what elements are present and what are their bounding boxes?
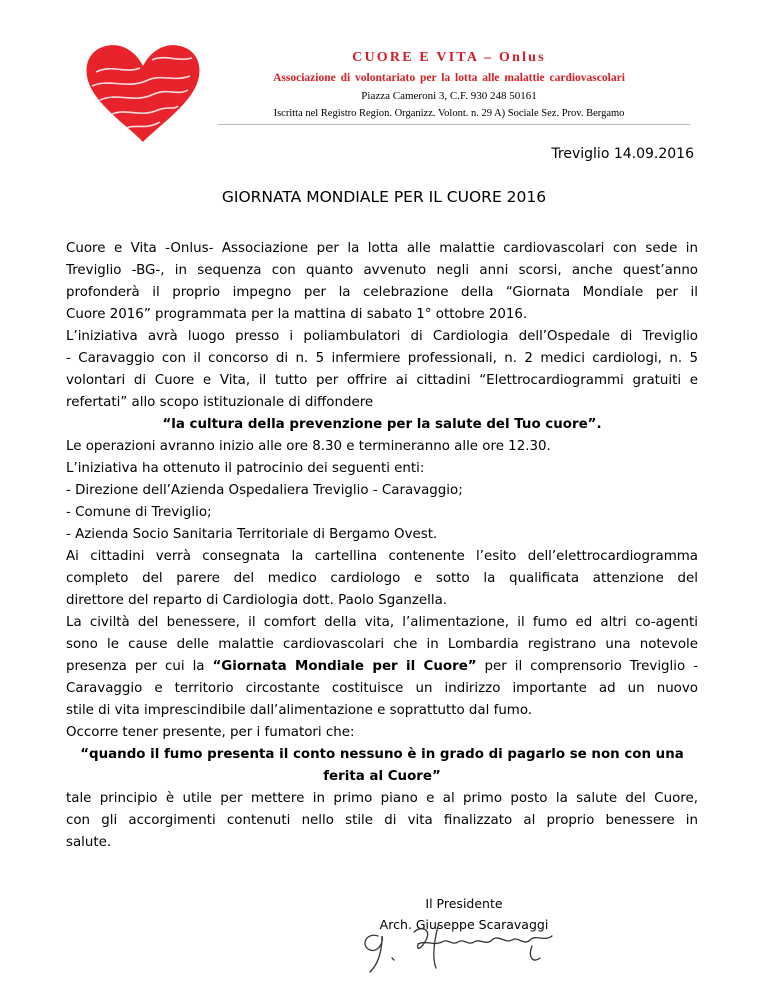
body-line: Treviglio -BG-, in sequenza con quanto avvenuto negli anni scorsi, anche quest’anno [66, 263, 698, 278]
body-line: - Azienda Socio Sanitaria Territoriale di Bergamo Ovest. [66, 527, 438, 542]
body-line: profonderà il proprio impegno per la celebrazione della “Giornata Mondiale per il [66, 285, 698, 300]
bold-phrase: “Giornata Mondiale per il Cuore” [212, 659, 477, 674]
body-line: “la cultura della prevenzione per la salute del Tuo cuore”. [162, 417, 602, 432]
body-line: - Direzione dell’Azienda Ospedaliera Treviglio - Caravaggio; [66, 483, 463, 498]
body-line: - Comune di Treviglio; [66, 505, 212, 520]
body-line: completo del parere del medico cardiologo e sotto la qualificata attenzione del [66, 571, 698, 586]
text-segment: per il comprensorio Treviglio - [476, 659, 698, 674]
body-line: stile di vita imprescindibile dall’alimentazione e soprattutto dal fumo. [66, 703, 533, 718]
body-line: - Caravaggio con il concorso di n. 5 infermiere professionali, n. 2 medici cardiologi, n. 5 [66, 351, 698, 366]
document-title: GIORNATA MONDIALE PER IL CUORE 2016 [221, 188, 547, 206]
body-line: sono le cause delle malattie cardiovascolari che in Lombardia registrano una notevole [66, 637, 698, 652]
heart-logo-icon [82, 42, 204, 150]
organization-address: Piazza Cameroni 3, C.F. 930 248 50161 [361, 90, 537, 102]
body-line [66, 656, 698, 678]
body-line: Cuore 2016” programmata per la mattina di sabato 1° ottobre 2016. [66, 307, 528, 322]
handwritten-signature [356, 918, 576, 980]
body-line: refertati” allo scopo istituzionale di diffondere [66, 395, 374, 410]
organization-name: CUORE E VITA – Onlus [352, 50, 546, 65]
header-divider [218, 124, 690, 125]
body-line: “quando il fumo presenta il conto nessuno è in grado di pagarlo se non con una [80, 747, 684, 762]
body-line: Occorre tener presente, per i fumatori che: [66, 725, 355, 740]
signatory-name: Arch. Giuseppe Scaravaggi [379, 917, 549, 932]
body-line: tale principio è utile per mettere in primo piano e al primo posto la salute del Cuore, [66, 791, 698, 806]
organization-registration: Iscritta nel Registro Region. Organizz. Volont. n. 29 A) Sociale Sez. Prov. Bergamo [273, 108, 625, 119]
letter-date: Treviglio 14.09.2016 [551, 146, 694, 162]
body-line: Ai cittadini verrà consegnata la cartellina contenente l’esito dell’elettrocardiogramma [66, 549, 698, 564]
body-line: Le operazioni avranno inizio alle ore 8.30 e termineranno alle ore 12.30. [66, 439, 551, 454]
letter-body [66, 238, 698, 854]
body-line: volontari di Cuore e Vita, il tutto per offrire ai cittadini “Elettrocardiogrammi gratuiti e [66, 373, 698, 388]
body-line: L’iniziativa ha ottenuto il patrocinio dei seguenti enti: [66, 461, 425, 476]
body-line: salute. [66, 835, 112, 850]
body-line: Caravaggio e territorio circostante costituisce un indirizzo importante ad un nuovo [66, 681, 698, 696]
organization-subtitle: Associazione di volontariato per la lotta alle malattie cardiovascolari [273, 72, 625, 84]
text-segment: presenza per cui la [66, 659, 213, 674]
signatory-role: Il Presidente [425, 896, 503, 911]
body-line: ferita al Cuore” [323, 769, 441, 784]
body-line: La civiltà del benessere, il comfort della vita, l’alimentazione, il fumo ed altri co-agenti [66, 615, 698, 630]
body-line: L’iniziativa avrà luogo presso i poliambulatori di Cardiologia dell’Ospedale di Treviglio [66, 329, 698, 344]
body-line: con gli accorgimenti contenuti nello stile di vita finalizzato al proprio benessere in [66, 813, 698, 828]
body-line: direttore del reparto di Cardiologia dott. Paolo Sganzella. [66, 593, 448, 608]
body-line: Cuore e Vita -Onlus- Associazione per la lotta alle malattie cardiovascolari con sede in [66, 241, 698, 256]
